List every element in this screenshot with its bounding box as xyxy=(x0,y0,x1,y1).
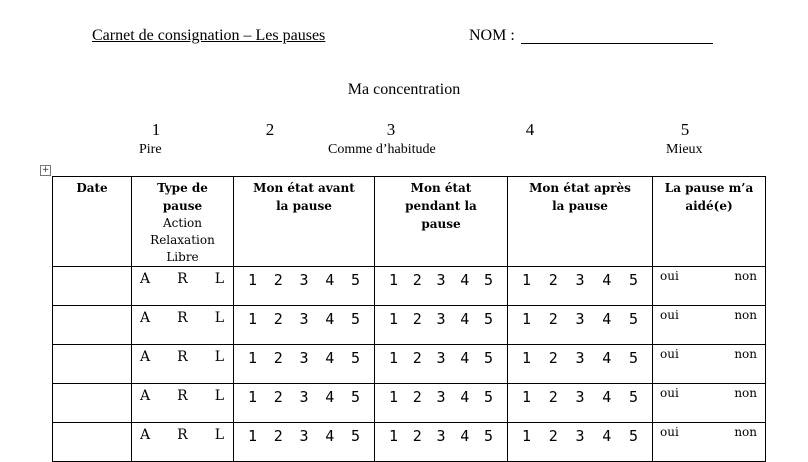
type-option-relaxation: Relaxation xyxy=(150,233,215,247)
header-before-label: Mon état avant la pause xyxy=(253,181,355,213)
during-rating-2[interactable]: 2 xyxy=(412,271,422,289)
during-rating-1[interactable]: 1 xyxy=(389,310,399,328)
after-rating-2[interactable]: 2 xyxy=(548,427,558,445)
before-cell xyxy=(234,384,375,423)
after-rating-1[interactable]: 1 xyxy=(522,349,532,367)
after-rating-1[interactable]: 1 xyxy=(522,388,532,406)
after-cell xyxy=(508,267,653,306)
table-row xyxy=(53,306,766,345)
during-rating-3[interactable]: 3 xyxy=(436,310,446,328)
during-rating-5[interactable]: 5 xyxy=(483,388,493,406)
during-cell xyxy=(375,267,508,306)
before-rating-1[interactable]: 1 xyxy=(248,271,258,289)
after-rating-2[interactable]: 2 xyxy=(548,349,558,367)
before-rating-3[interactable]: 3 xyxy=(299,427,309,445)
after-rating-2[interactable]: 2 xyxy=(548,388,558,406)
scale-label-high: Mieux xyxy=(666,142,703,157)
date-cell[interactable] xyxy=(53,267,132,306)
yes-option[interactable]: oui xyxy=(660,269,679,283)
during-rating-2[interactable]: 2 xyxy=(412,388,422,406)
during-rating-5[interactable]: 5 xyxy=(483,310,493,328)
during-rating-4[interactable]: 4 xyxy=(460,388,470,406)
table-row xyxy=(53,384,766,423)
during-rating-2[interactable]: 2 xyxy=(412,349,422,367)
no-option[interactable]: non xyxy=(734,425,757,439)
table-row xyxy=(53,267,766,306)
header-helped xyxy=(653,177,766,267)
after-rating-4[interactable]: 4 xyxy=(602,310,612,328)
after-rating-1[interactable]: 1 xyxy=(522,271,532,289)
after-rating-4[interactable]: 4 xyxy=(602,271,612,289)
scale-label-low: Pire xyxy=(139,142,162,157)
table-header-row xyxy=(53,177,766,267)
before-rating-1[interactable]: 1 xyxy=(248,427,258,445)
type-code-r[interactable]: R xyxy=(177,271,188,287)
before-rating-5[interactable]: 5 xyxy=(350,310,360,328)
before-rating-2[interactable]: 2 xyxy=(273,427,283,445)
table-move-handle-icon[interactable]: + xyxy=(41,165,50,175)
after-rating-5[interactable]: 5 xyxy=(628,271,638,289)
type-code-r[interactable]: R xyxy=(177,388,188,404)
before-cell xyxy=(234,345,375,384)
before-rating-3[interactable]: 3 xyxy=(299,310,309,328)
during-rating-3[interactable]: 3 xyxy=(436,271,446,289)
no-option[interactable]: non xyxy=(734,386,757,400)
after-rating-5[interactable]: 5 xyxy=(628,310,638,328)
header-during xyxy=(375,177,508,267)
type-code-a[interactable]: A xyxy=(140,388,151,404)
before-rating-2[interactable]: 2 xyxy=(273,349,283,367)
after-rating-3[interactable]: 3 xyxy=(575,388,585,406)
header-after-label: Mon état après la pause xyxy=(529,181,631,213)
header-helped-label: La pause m’a aidé(e) xyxy=(664,181,754,213)
type-code-r[interactable]: R xyxy=(177,310,188,326)
after-rating-3[interactable]: 3 xyxy=(575,427,585,445)
before-rating-3[interactable]: 3 xyxy=(299,388,309,406)
during-rating-1[interactable]: 1 xyxy=(389,271,399,289)
during-rating-4[interactable]: 4 xyxy=(460,427,470,445)
after-rating-1[interactable]: 1 xyxy=(522,427,532,445)
before-cell xyxy=(234,267,375,306)
header-type-label: Type de pause xyxy=(157,181,208,213)
date-cell[interactable] xyxy=(53,345,132,384)
type-cell xyxy=(132,345,234,384)
after-rating-3[interactable]: 3 xyxy=(575,310,585,328)
helped-cell xyxy=(653,267,766,306)
scale-label-mid: Comme d’habitude xyxy=(328,142,436,157)
during-cell xyxy=(375,306,508,345)
helped-cell xyxy=(653,384,766,423)
type-cell xyxy=(132,384,234,423)
during-cell xyxy=(375,384,508,423)
yes-option[interactable]: oui xyxy=(660,386,679,400)
during-rating-3[interactable]: 3 xyxy=(436,388,446,406)
type-code-r[interactable]: R xyxy=(177,349,188,365)
type-code-a[interactable]: A xyxy=(140,310,151,326)
after-cell xyxy=(508,306,653,345)
helped-cell xyxy=(653,306,766,345)
header-during-label: Mon état pendant la pause xyxy=(405,181,477,231)
before-rating-2[interactable]: 2 xyxy=(273,271,283,289)
after-rating-5[interactable]: 5 xyxy=(628,388,638,406)
scale-number-1: 1 xyxy=(151,120,161,139)
type-cell xyxy=(132,306,234,345)
yes-option[interactable]: oui xyxy=(660,308,679,322)
type-option-libre: Libre xyxy=(166,250,199,264)
date-cell[interactable] xyxy=(53,384,132,423)
during-rating-1[interactable]: 1 xyxy=(389,388,399,406)
scale-number-5: 5 xyxy=(680,120,690,139)
after-rating-3[interactable]: 3 xyxy=(575,349,585,367)
no-option[interactable]: non xyxy=(734,347,757,361)
before-rating-5[interactable]: 5 xyxy=(350,388,360,406)
type-code-a[interactable]: A xyxy=(140,427,151,443)
scale-title: Ma concentration xyxy=(347,81,461,98)
header-date xyxy=(53,177,132,267)
during-rating-2[interactable]: 2 xyxy=(412,427,422,445)
before-rating-2[interactable]: 2 xyxy=(273,310,283,328)
before-rating-5[interactable]: 5 xyxy=(350,427,360,445)
type-code-l[interactable]: L xyxy=(214,271,224,287)
during-rating-4[interactable]: 4 xyxy=(460,349,470,367)
yes-option[interactable]: oui xyxy=(660,347,679,361)
during-rating-5[interactable]: 5 xyxy=(483,427,493,445)
before-rating-1[interactable]: 1 xyxy=(248,349,258,367)
date-cell[interactable] xyxy=(53,306,132,345)
during-rating-2[interactable]: 2 xyxy=(412,310,422,328)
before-rating-4[interactable]: 4 xyxy=(325,349,335,367)
type-code-a[interactable]: A xyxy=(140,349,151,365)
type-code-r[interactable]: R xyxy=(177,427,188,443)
before-rating-2[interactable]: 2 xyxy=(273,388,283,406)
header-before xyxy=(234,177,375,267)
before-rating-3[interactable]: 3 xyxy=(299,349,309,367)
header-date-label: Date xyxy=(76,181,108,195)
no-option[interactable]: non xyxy=(734,308,757,322)
header-type xyxy=(132,177,234,267)
page-title: Carnet de consignation – Les pauses xyxy=(92,27,326,44)
before-rating-5[interactable]: 5 xyxy=(350,349,360,367)
before-rating-1[interactable]: 1 xyxy=(248,310,258,328)
no-option[interactable]: non xyxy=(734,269,757,283)
scale-number-4: 4 xyxy=(525,120,535,139)
header-after xyxy=(508,177,653,267)
during-rating-3[interactable]: 3 xyxy=(436,349,446,367)
during-rating-4[interactable]: 4 xyxy=(460,310,470,328)
during-rating-5[interactable]: 5 xyxy=(483,349,493,367)
after-rating-4[interactable]: 4 xyxy=(602,349,612,367)
after-rating-4[interactable]: 4 xyxy=(602,427,612,445)
scale-number-3: 3 xyxy=(386,120,396,139)
yes-option[interactable]: oui xyxy=(660,425,679,439)
after-rating-2[interactable]: 2 xyxy=(548,271,558,289)
name-line[interactable] xyxy=(521,43,713,44)
after-rating-2[interactable]: 2 xyxy=(548,310,558,328)
type-cell xyxy=(132,267,234,306)
before-rating-4[interactable]: 4 xyxy=(325,271,335,289)
during-rating-5[interactable]: 5 xyxy=(483,271,493,289)
after-rating-4[interactable]: 4 xyxy=(602,388,612,406)
type-code-l[interactable]: L xyxy=(214,349,224,365)
during-rating-3[interactable]: 3 xyxy=(436,427,446,445)
before-rating-4[interactable]: 4 xyxy=(325,388,335,406)
after-rating-5[interactable]: 5 xyxy=(628,349,638,367)
during-cell xyxy=(375,345,508,384)
before-rating-5[interactable]: 5 xyxy=(350,271,360,289)
after-cell xyxy=(508,384,653,423)
before-rating-1[interactable]: 1 xyxy=(248,388,258,406)
type-code-l[interactable]: L xyxy=(214,388,224,404)
after-rating-3[interactable]: 3 xyxy=(575,271,585,289)
type-code-l[interactable]: L xyxy=(214,310,224,326)
before-rating-3[interactable]: 3 xyxy=(299,271,309,289)
during-rating-1[interactable]: 1 xyxy=(389,427,399,445)
before-rating-4[interactable]: 4 xyxy=(325,427,335,445)
during-rating-1[interactable]: 1 xyxy=(389,349,399,367)
during-rating-4[interactable]: 4 xyxy=(460,271,470,289)
before-rating-4[interactable]: 4 xyxy=(325,310,335,328)
type-option-action: Action xyxy=(163,216,202,230)
type-code-l[interactable]: L xyxy=(214,427,224,443)
table-row xyxy=(53,345,766,384)
before-cell xyxy=(234,306,375,345)
name-label: NOM : xyxy=(469,27,515,44)
helped-cell xyxy=(653,345,766,384)
after-rating-1[interactable]: 1 xyxy=(522,310,532,328)
after-cell xyxy=(508,345,653,384)
scale-number-2: 2 xyxy=(265,120,275,139)
type-code-a[interactable]: A xyxy=(140,271,151,287)
log-table xyxy=(52,176,766,462)
after-rating-5[interactable]: 5 xyxy=(628,427,638,445)
